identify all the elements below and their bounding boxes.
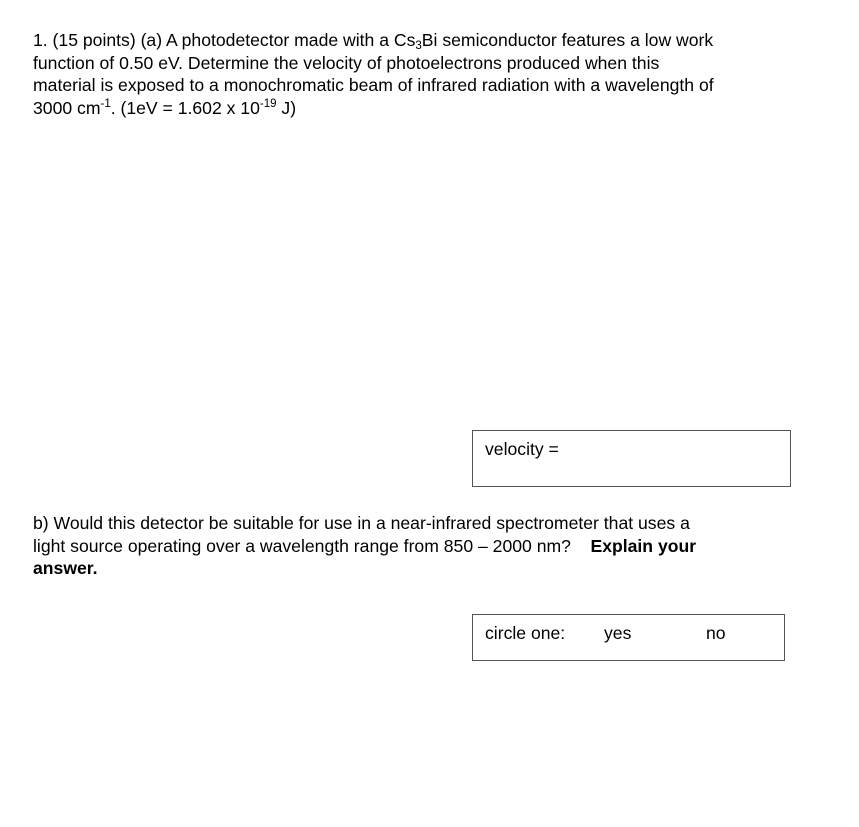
part-b-line-2: light source operating over a wavelength range from 850 – 2000 nm? Explain your [33, 535, 697, 556]
part-b-line-3: answer. [33, 558, 98, 578]
question-part-b [33, 512, 833, 580]
no-option[interactable]: no [706, 623, 726, 643]
superscript-minus-1: -1 [100, 97, 111, 110]
circle-one-box [472, 614, 785, 661]
question-line-4: 3000 $cm^{-1}$. (1eV = 1.602 x $10^{-19}$ J) [33, 97, 297, 118]
velocity-label: velocity = [485, 439, 559, 459]
question-line-3: material is exposed to a monochromatic beam of infrared radiation with a wavelength of [33, 75, 714, 95]
question-line-1: 1. (15 points) (a) A photodetector made with a $Cs_3Bi$ semiconductor features a low work [33, 30, 714, 52]
yes-option[interactable]: yes [604, 623, 632, 643]
superscript-minus-19: -19 [259, 97, 277, 110]
question-line-2: function of 0.50 eV. Determine the velocity of photoelectrons produced when this [33, 52, 660, 73]
circle-one-label: circle one: [485, 623, 566, 643]
subscript-3: 3 [415, 40, 422, 52]
velocity-answer-box[interactable] [472, 430, 791, 487]
question-part-a [33, 29, 833, 119]
part-b-line-1: b) Would this detector be suitable for use in a near-infrared spectrometer that uses a [33, 513, 690, 533]
